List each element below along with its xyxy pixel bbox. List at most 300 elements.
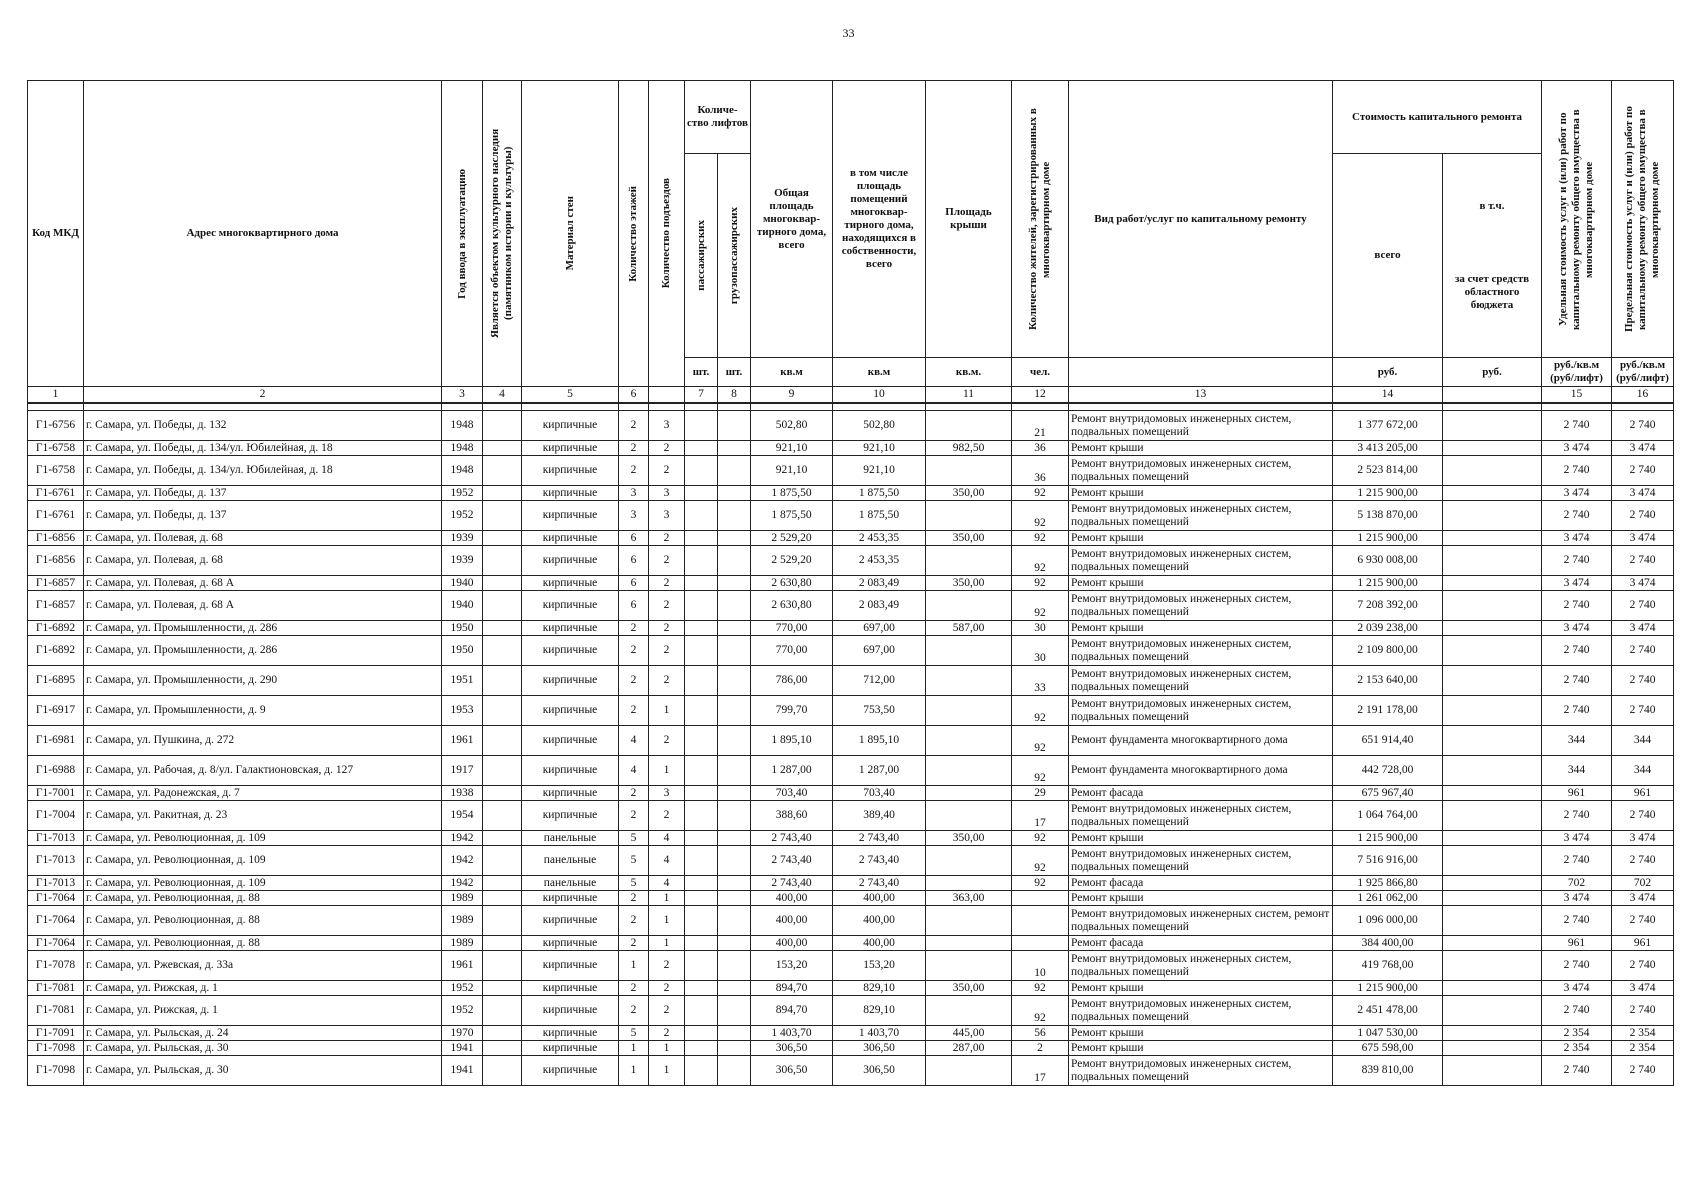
cell-cost-total: 1 377 672,00: [1333, 411, 1443, 441]
col-number: 11: [926, 387, 1012, 404]
cell-cost-regional: [1443, 756, 1542, 786]
cell-lift-passenger: [685, 756, 718, 786]
cell-material: кирпичные: [522, 726, 619, 756]
cell-cost-total: 1 925 866,80: [1333, 876, 1443, 891]
col-number: 15: [1542, 387, 1612, 404]
cell-work-type: Ремонт крыши: [1069, 621, 1333, 636]
cell-total-area: 2 743,40: [751, 876, 833, 891]
cell-total-area: 703,40: [751, 786, 833, 801]
cell-work-type: Ремонт крыши: [1069, 486, 1333, 501]
cell-heritage: [483, 951, 522, 981]
cell-heritage: [483, 756, 522, 786]
cell-cost-total: 651 914,40: [1333, 726, 1443, 756]
cell-heritage: [483, 876, 522, 891]
cell-roof-area: [926, 786, 1012, 801]
cell-lift-passenger: [685, 786, 718, 801]
cell-owned-area: 400,00: [833, 936, 926, 951]
cell-work-type: Ремонт фасада: [1069, 786, 1333, 801]
cell-cost-regional: [1443, 996, 1542, 1026]
col-number: 6: [619, 387, 649, 404]
cell-cost-regional: [1443, 666, 1542, 696]
cell-lift-cargo: [718, 906, 751, 936]
cell-year: 1938: [442, 786, 483, 801]
cell-total-area: 799,70: [751, 696, 833, 726]
cell-entrances: 4: [649, 831, 685, 846]
cell-cost-total: 2 109 800,00: [1333, 636, 1443, 666]
cell-lift-cargo: [718, 996, 751, 1026]
cell-material: панельные: [522, 846, 619, 876]
cell-entrances: 2: [649, 636, 685, 666]
cell-entrances: 2: [649, 981, 685, 996]
cell-floors: 2: [619, 441, 649, 456]
cell-year: 1952: [442, 981, 483, 996]
cell-entrances: 2: [649, 801, 685, 831]
cell-residents: 92: [1012, 846, 1069, 876]
cell-code: Г1-7013: [28, 876, 84, 891]
col-number: 10: [833, 387, 926, 404]
cell-entrances: 2: [649, 441, 685, 456]
cell-total-area: 2 743,40: [751, 831, 833, 846]
cell-roof-area: 363,00: [926, 891, 1012, 906]
cell-roof-area: 350,00: [926, 831, 1012, 846]
cell-total-area: 400,00: [751, 891, 833, 906]
cell-heritage: [483, 456, 522, 486]
cell-address: г. Самара, ул. Полевая, д. 68: [84, 546, 442, 576]
cell-residents: 29: [1012, 786, 1069, 801]
cell-lift-passenger: [685, 441, 718, 456]
cell-material: панельные: [522, 876, 619, 891]
cell-total-area: 921,10: [751, 456, 833, 486]
cell-entrances: 3: [649, 411, 685, 441]
cell-heritage: [483, 906, 522, 936]
header-work-type: Вид работ/услуг по капитальному ремонту: [1069, 81, 1333, 358]
header-entrances: Количество подъездов: [649, 81, 685, 387]
cell-cost-regional: [1443, 546, 1542, 576]
cell-roof-area: 350,00: [926, 576, 1012, 591]
header-lifts: Количе- ство лифтов: [685, 81, 751, 154]
cell-lift-cargo: [718, 621, 751, 636]
cell-roof-area: 350,00: [926, 531, 1012, 546]
cell-residents: 2: [1012, 1041, 1069, 1056]
table-row: [28, 756, 1674, 786]
table-row: [28, 846, 1674, 876]
cell-code: Г1-7004: [28, 801, 84, 831]
cell-lift-cargo: [718, 411, 751, 441]
cell-cost-total: 3 413 205,00: [1333, 441, 1443, 456]
cell-residents: 33: [1012, 666, 1069, 696]
cell-residents: 92: [1012, 726, 1069, 756]
cell-unit-cost: 702: [1542, 876, 1612, 891]
cell-entrances: 2: [649, 591, 685, 621]
cell-heritage: [483, 531, 522, 546]
cell-lift-cargo: [718, 636, 751, 666]
cell-total-area: 388,60: [751, 801, 833, 831]
cell-year: 1939: [442, 531, 483, 546]
cell-work-type: Ремонт внутридомовых инженерных систем, подвальных помещений: [1069, 666, 1333, 696]
cell-work-type: Ремонт фундамента многоквартирного дома: [1069, 726, 1333, 756]
cell-entrances: 2: [649, 1026, 685, 1041]
cell-entrances: 2: [649, 456, 685, 486]
cell-unit-cost: 2 740: [1542, 696, 1612, 726]
cell-total-area: 770,00: [751, 636, 833, 666]
cell-cost-total: 419 768,00: [1333, 951, 1443, 981]
table-row: [28, 936, 1674, 951]
cell-heritage: [483, 1026, 522, 1041]
cell-max-cost: 344: [1612, 726, 1674, 756]
cell-address: г. Самара, ул. Промышленности, д. 286: [84, 636, 442, 666]
cell-lift-cargo: [718, 486, 751, 501]
cell-residents: [1012, 891, 1069, 906]
cell-entrances: 3: [649, 786, 685, 801]
cell-code: Г1-6758: [28, 441, 84, 456]
cell-unit-cost: 344: [1542, 726, 1612, 756]
cell-lift-cargo: [718, 846, 751, 876]
header-cost-total: всего: [1333, 154, 1443, 358]
col-number: 16: [1612, 387, 1674, 404]
cell-lift-cargo: [718, 891, 751, 906]
cell-lift-passenger: [685, 846, 718, 876]
table-row: [28, 696, 1674, 726]
cell-residents: 17: [1012, 801, 1069, 831]
cell-floors: 2: [619, 996, 649, 1026]
cell-total-area: 1 895,10: [751, 726, 833, 756]
cell-floors: 2: [619, 981, 649, 996]
cell-lift-passenger: [685, 546, 718, 576]
cell-cost-regional: [1443, 411, 1542, 441]
header-cost: Стоимость капитального ремонта: [1333, 81, 1542, 154]
cell-address: г. Самара, ул. Рыльская, д. 30: [84, 1041, 442, 1056]
cell-year: 1950: [442, 636, 483, 666]
cell-owned-area: 697,00: [833, 621, 926, 636]
cell-entrances: 1: [649, 936, 685, 951]
cell-residents: 30: [1012, 636, 1069, 666]
cell-owned-area: 921,10: [833, 441, 926, 456]
cell-max-cost: 3 474: [1612, 441, 1674, 456]
cell-unit-cost: 2 740: [1542, 636, 1612, 666]
cell-code: Г1-6981: [28, 726, 84, 756]
unit-max-cost: руб./кв.м (руб/лифт): [1612, 358, 1674, 387]
table-row: [28, 546, 1674, 576]
cell-lift-passenger: [685, 1041, 718, 1056]
cell-year: 1952: [442, 486, 483, 501]
cell-lift-cargo: [718, 531, 751, 546]
cell-max-cost: 2 740: [1612, 456, 1674, 486]
cell-lift-cargo: [718, 441, 751, 456]
cell-floors: 2: [619, 891, 649, 906]
cell-residents: 92: [1012, 996, 1069, 1026]
cell-material: кирпичные: [522, 441, 619, 456]
cell-residents: 92: [1012, 981, 1069, 996]
cell-max-cost: 2 740: [1612, 1056, 1674, 1086]
cell-floors: 2: [619, 456, 649, 486]
cell-year: 1989: [442, 936, 483, 951]
cell-code: Г1-7013: [28, 831, 84, 846]
cell-unit-cost: 2 740: [1542, 591, 1612, 621]
cell-code: Г1-6988: [28, 756, 84, 786]
cell-total-area: 921,10: [751, 441, 833, 456]
cell-cost-total: 2 523 814,00: [1333, 456, 1443, 486]
cell-unit-cost: 2 740: [1542, 1056, 1612, 1086]
col-number: 7: [685, 387, 718, 404]
cell-entrances: 1: [649, 1041, 685, 1056]
cell-residents: 10: [1012, 951, 1069, 981]
cell-floors: 4: [619, 756, 649, 786]
cell-cost-total: 1 215 900,00: [1333, 576, 1443, 591]
cell-heritage: [483, 996, 522, 1026]
cell-year: 1951: [442, 666, 483, 696]
cell-cost-regional: [1443, 576, 1542, 591]
cell-residents: 92: [1012, 576, 1069, 591]
cell-heritage: [483, 1056, 522, 1086]
cell-material: кирпичные: [522, 486, 619, 501]
cell-work-type: Ремонт крыши: [1069, 1026, 1333, 1041]
cell-roof-area: [926, 876, 1012, 891]
cell-max-cost: 3 474: [1612, 621, 1674, 636]
col-number: 4: [483, 387, 522, 404]
cell-lift-cargo: [718, 456, 751, 486]
cell-total-area: 306,50: [751, 1056, 833, 1086]
cell-cost-total: 2 191 178,00: [1333, 696, 1443, 726]
cell-owned-area: 306,50: [833, 1041, 926, 1056]
cell-address: г. Самара, ул. Ржевская, д. 33а: [84, 951, 442, 981]
cell-entrances: 4: [649, 846, 685, 876]
cell-material: кирпичные: [522, 996, 619, 1026]
cell-residents: [1012, 906, 1069, 936]
cell-max-cost: 3 474: [1612, 831, 1674, 846]
cell-heritage: [483, 936, 522, 951]
cell-lift-passenger: [685, 456, 718, 486]
cell-lift-passenger: [685, 486, 718, 501]
table-row: [28, 726, 1674, 756]
cell-total-area: 2 529,20: [751, 531, 833, 546]
capital-repair-table: [27, 80, 1674, 1086]
cell-floors: 1: [619, 951, 649, 981]
col-number: 14: [1333, 387, 1443, 404]
cell-floors: 2: [619, 906, 649, 936]
header-unit-cost: Удельная стоимость услуг и (или) работ по капитальному ремонту общего имущества в многоквартирном доме: [1542, 81, 1612, 358]
cell-entrances: 1: [649, 906, 685, 936]
cell-entrances: 2: [649, 996, 685, 1026]
cell-roof-area: [926, 666, 1012, 696]
cell-code: Г1-6917: [28, 696, 84, 726]
cell-year: 1953: [442, 696, 483, 726]
cell-max-cost: 344: [1612, 756, 1674, 786]
cell-unit-cost: 344: [1542, 756, 1612, 786]
cell-unit-cost: 2 740: [1542, 411, 1612, 441]
cell-year: 1952: [442, 996, 483, 1026]
cell-unit-cost: 3 474: [1542, 531, 1612, 546]
cell-lift-cargo: [718, 1041, 751, 1056]
cell-address: г. Самара, ул. Революционная, д. 109: [84, 846, 442, 876]
unit-unit-cost: руб./кв.м (руб/лифт): [1542, 358, 1612, 387]
cell-owned-area: 2 453,35: [833, 546, 926, 576]
cell-lift-cargo: [718, 591, 751, 621]
cell-year: 1940: [442, 591, 483, 621]
cell-max-cost: 2 740: [1612, 546, 1674, 576]
cell-unit-cost: 2 740: [1542, 846, 1612, 876]
cell-address: г. Самара, ул. Революционная, д. 88: [84, 936, 442, 951]
cell-code: Г1-7091: [28, 1026, 84, 1041]
table-row: [28, 951, 1674, 981]
table-row: [28, 1056, 1674, 1086]
cell-entrances: 1: [649, 756, 685, 786]
cell-address: г. Самара, ул. Революционная, д. 88: [84, 906, 442, 936]
cell-address: г. Самара, ул. Промышленности, д. 286: [84, 621, 442, 636]
cell-entrances: 4: [649, 876, 685, 891]
header-roof-area: Площадь крыши: [926, 81, 1012, 358]
header-lift-passenger: пассажирских: [685, 154, 718, 358]
table-row: [28, 636, 1674, 666]
col-number: 12: [1012, 387, 1069, 404]
cell-cost-regional: [1443, 1026, 1542, 1041]
cell-cost-regional: [1443, 441, 1542, 456]
cell-owned-area: 829,10: [833, 996, 926, 1026]
header-floors: Количество этажей: [619, 81, 649, 387]
cell-heritage: [483, 486, 522, 501]
cell-year: 1948: [442, 456, 483, 486]
cell-lift-cargo: [718, 726, 751, 756]
cell-total-area: 1 875,50: [751, 486, 833, 501]
cell-entrances: 2: [649, 951, 685, 981]
cell-unit-cost: 2 354: [1542, 1026, 1612, 1041]
cell-owned-area: 2 083,49: [833, 591, 926, 621]
cell-owned-area: 753,50: [833, 696, 926, 726]
cell-work-type: Ремонт внутридомовых инженерных систем, ремонт подвальных помещений: [1069, 906, 1333, 936]
cell-floors: 4: [619, 726, 649, 756]
cell-unit-cost: 3 474: [1542, 441, 1612, 456]
cell-material: кирпичные: [522, 1041, 619, 1056]
cell-floors: 2: [619, 786, 649, 801]
cell-max-cost: 2 354: [1612, 1041, 1674, 1056]
cell-entrances: 1: [649, 891, 685, 906]
cell-year: 1939: [442, 546, 483, 576]
cell-code: Г1-6761: [28, 486, 84, 501]
cell-residents: 56: [1012, 1026, 1069, 1041]
cell-unit-cost: 2 354: [1542, 1041, 1612, 1056]
cell-cost-total: 1 215 900,00: [1333, 486, 1443, 501]
cell-heritage: [483, 891, 522, 906]
cell-code: Г1-6761: [28, 501, 84, 531]
cell-lift-passenger: [685, 411, 718, 441]
cell-total-area: 153,20: [751, 951, 833, 981]
cell-residents: 36: [1012, 441, 1069, 456]
cell-roof-area: [926, 1056, 1012, 1086]
cell-lift-cargo: [718, 501, 751, 531]
cell-unit-cost: 3 474: [1542, 981, 1612, 996]
cell-cost-total: 7 516 916,00: [1333, 846, 1443, 876]
cell-lift-cargo: [718, 666, 751, 696]
table-row: [28, 411, 1674, 441]
unit-residents: чел.: [1012, 358, 1069, 387]
cell-entrances: 2: [649, 546, 685, 576]
cell-roof-area: [926, 636, 1012, 666]
cell-cost-regional: [1443, 831, 1542, 846]
cell-work-type: Ремонт внутридомовых инженерных систем, подвальных помещений: [1069, 456, 1333, 486]
cell-lift-cargo: [718, 756, 751, 786]
table-row: [28, 576, 1674, 591]
cell-max-cost: 2 740: [1612, 846, 1674, 876]
cell-code: Г1-6857: [28, 576, 84, 591]
cell-address: г. Самара, ул. Рыльская, д. 30: [84, 1056, 442, 1086]
cell-work-type: Ремонт внутридомовых инженерных систем, подвальных помещений: [1069, 501, 1333, 531]
cell-lift-cargo: [718, 951, 751, 981]
cell-lift-cargo: [718, 1026, 751, 1041]
cell-floors: 5: [619, 831, 649, 846]
cell-owned-area: 2 083,49: [833, 576, 926, 591]
cell-entrances: 2: [649, 666, 685, 696]
table-row: [28, 486, 1674, 501]
cell-unit-cost: 2 740: [1542, 906, 1612, 936]
cell-unit-cost: 961: [1542, 786, 1612, 801]
cell-residents: 92: [1012, 501, 1069, 531]
cell-residents: 92: [1012, 486, 1069, 501]
cell-max-cost: 2 354: [1612, 1026, 1674, 1041]
cell-owned-area: 389,40: [833, 801, 926, 831]
cell-year: 1942: [442, 876, 483, 891]
cell-code: Г1-6892: [28, 621, 84, 636]
cell-material: кирпичные: [522, 696, 619, 726]
cell-max-cost: 3 474: [1612, 486, 1674, 501]
cell-year: 1950: [442, 621, 483, 636]
cell-address: г. Самара, ул. Промышленности, д. 9: [84, 696, 442, 726]
page-number: 33: [842, 26, 855, 40]
cell-lift-passenger: [685, 906, 718, 936]
cell-total-area: 786,00: [751, 666, 833, 696]
cell-floors: 5: [619, 846, 649, 876]
cell-unit-cost: 2 740: [1542, 666, 1612, 696]
cell-unit-cost: 2 740: [1542, 456, 1612, 486]
cell-entrances: 2: [649, 531, 685, 546]
cell-code: Г1-6856: [28, 531, 84, 546]
table-row: [28, 996, 1674, 1026]
cell-residents: [1012, 936, 1069, 951]
cell-roof-area: 587,00: [926, 621, 1012, 636]
cell-lift-passenger: [685, 1026, 718, 1041]
cell-unit-cost: 3 474: [1542, 576, 1612, 591]
cell-total-area: 306,50: [751, 1041, 833, 1056]
cell-floors: 1: [619, 1056, 649, 1086]
cell-owned-area: 2 743,40: [833, 831, 926, 846]
cell-lift-passenger: [685, 876, 718, 891]
cell-work-type: Ремонт внутридомовых инженерных систем, подвальных помещений: [1069, 951, 1333, 981]
cell-roof-area: [926, 936, 1012, 951]
cell-code: Г1-7013: [28, 846, 84, 876]
cell-residents: 92: [1012, 591, 1069, 621]
cell-lift-cargo: [718, 801, 751, 831]
cell-owned-area: 153,20: [833, 951, 926, 981]
cell-residents: 30: [1012, 621, 1069, 636]
table-row: [28, 831, 1674, 846]
cell-material: кирпичные: [522, 621, 619, 636]
cell-owned-area: 400,00: [833, 891, 926, 906]
cell-lift-passenger: [685, 801, 718, 831]
cell-code: Г1-7098: [28, 1041, 84, 1056]
cell-cost-regional: [1443, 636, 1542, 666]
cell-total-area: 400,00: [751, 906, 833, 936]
cell-cost-regional: [1443, 846, 1542, 876]
cell-work-type: Ремонт крыши: [1069, 576, 1333, 591]
cell-residents: 21: [1012, 411, 1069, 441]
cell-total-area: 1 287,00: [751, 756, 833, 786]
cell-heritage: [483, 846, 522, 876]
cell-owned-area: 697,00: [833, 636, 926, 666]
cell-material: кирпичные: [522, 636, 619, 666]
cell-total-area: 502,80: [751, 411, 833, 441]
cell-residents: 92: [1012, 756, 1069, 786]
cell-residents: 92: [1012, 876, 1069, 891]
col-number: 3: [442, 387, 483, 404]
table-row: [28, 666, 1674, 696]
